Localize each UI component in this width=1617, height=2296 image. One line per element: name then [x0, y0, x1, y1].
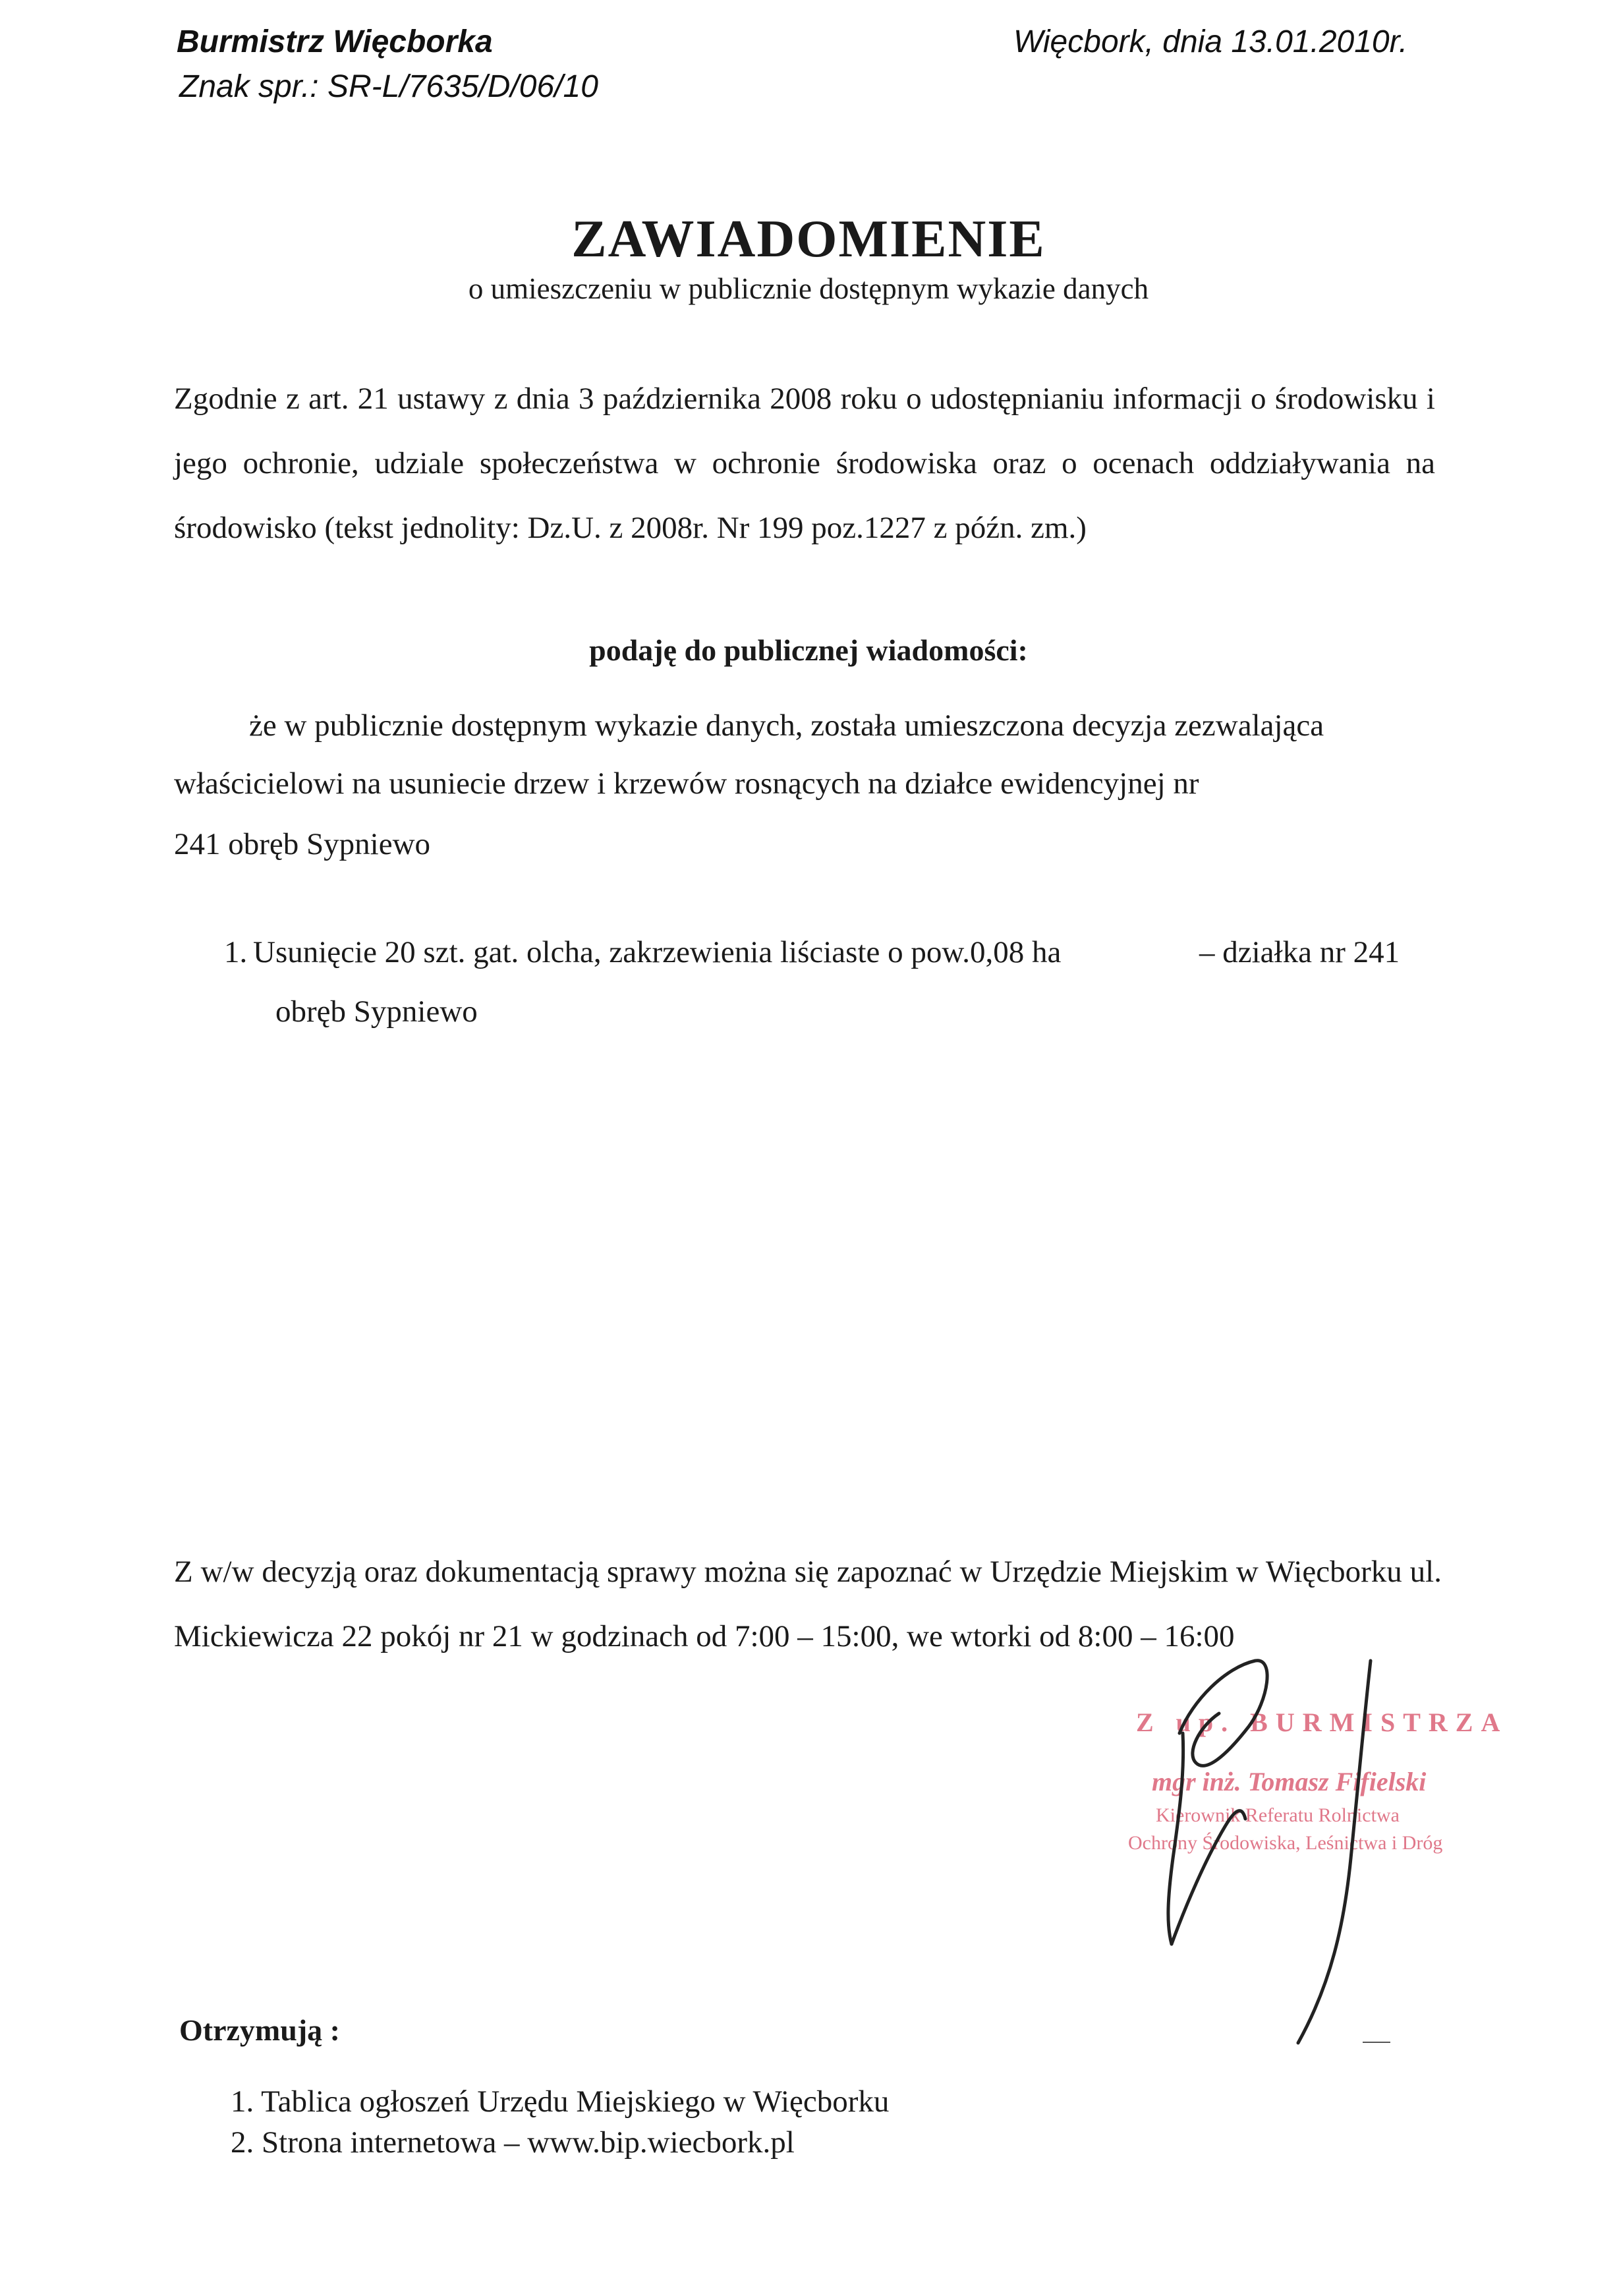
- reference-number: Znak spr.: SR-L/7635/D/06/10: [179, 69, 598, 104]
- stamp-line-3: Kierownik Referatu Rolnictwa: [1156, 1804, 1400, 1826]
- recipient-item-1: 1. Tablica ogłoszeń Urzędu Miejskiego w Więcborku: [231, 2084, 890, 2119]
- stamp-line-4: Ochrony Środowiska, Leśnictwa i Dróg: [1128, 1832, 1443, 1854]
- announcement-heading: podaję do publicznej wiadomości:: [589, 633, 1028, 667]
- stamp-line-1: Z up. BURMISTRZA: [1136, 1708, 1508, 1737]
- recipient-item-2: 2. Strona internetowa – www.bip.wiecbork.pl: [231, 2125, 795, 2160]
- body-line-2: właścicielowi na usuniecie drzew i krzewów rosnących na działce ewidencyjnej nr: [174, 766, 1199, 801]
- issuer-name: Burmistrz Więcborka: [177, 24, 493, 59]
- stamp-line-2: mgr inż. Tomasz Fifielski: [1152, 1767, 1427, 1796]
- margin-dash: [1363, 2042, 1390, 2043]
- item-continuation: obręb Sypniewo: [275, 994, 478, 1029]
- body-line-1: że w publicznie dostępnym wykazie danych, została umieszczona decyzja zezwalająca: [249, 708, 1324, 743]
- signature-mark: [1133, 1641, 1423, 2063]
- recipients-heading: Otrzymują :: [179, 2013, 340, 2047]
- document-title: ZAWIADOMIENIE: [571, 210, 1046, 268]
- info-paragraph: Z w/w decyzją oraz dokumentacją sprawy można się zapoznać w Urzędzie Miejskim w Więcborku ul. Mickiewicza 22 pokój nr 21 w godzinach od 7:00 – 15:00, we wtorki od 8:00 – 16:00: [174, 1555, 1442, 1653]
- item-number: 1.: [224, 935, 248, 969]
- place-date: Więcbork, dnia 13.01.2010r.: [1013, 24, 1408, 59]
- document-subtitle: o umieszczeniu w publicznie dostępnym wykazie danych: [468, 272, 1149, 305]
- item-text: Usunięcie 20 szt. gat. olcha, zakrzewienia liściaste o pow.0,08 ha: [253, 935, 1062, 969]
- intro-paragraph: Zgodnie z art. 21 ustawy z dnia 3 października 2008 roku o udostępnianiu informacji o środowisku i jego ochronie, udziale społeczeństwa w ochronie środowiska oraz o ocenach oddziaływania na środowisko (tekst jednolity: Dz.U. z 2008r. Nr 199 poz.1227 z późn. zm.): [174, 382, 1435, 545]
- body-line-3: 241 obręb Sypniewo: [174, 827, 431, 861]
- item-parcel: – działka nr 241: [1199, 935, 1400, 969]
